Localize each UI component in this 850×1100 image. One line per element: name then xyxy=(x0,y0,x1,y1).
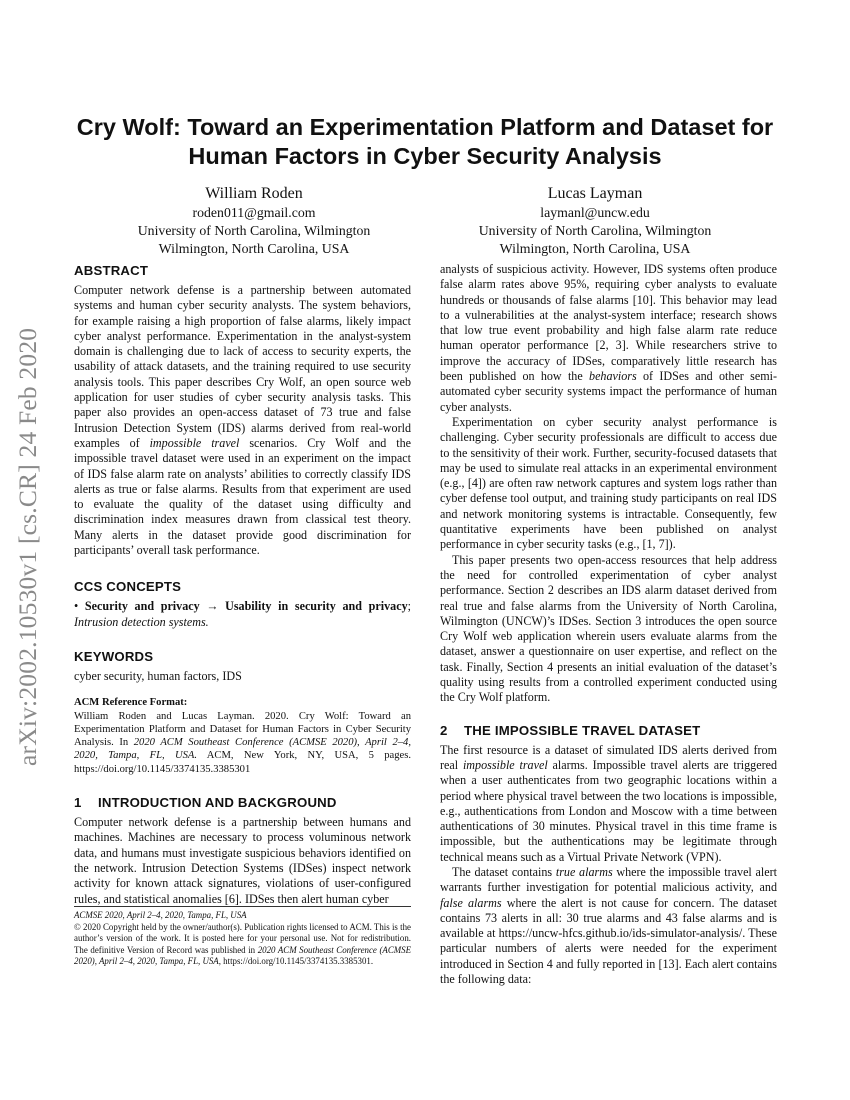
author-name: William Roden xyxy=(205,185,303,202)
section-2-paragraph-2: The dataset contains true alarms where the impossible travel alert warrants further investigation for potential malicious activity, and false alarms where the alert is not cause for concern. The dataset contains 73 alerts in all: 30 true alarms and 43 false alarms and is available at https://uncw-hfcs.github.io/ids-simulator-analysis/. These particular numbers of alerts were needed for the experiment introduced in Section 4 and fully reported in [13]. Each alert contains the following data: xyxy=(440,864,777,987)
footnote xyxy=(74,906,411,968)
section-1-heading: 1 INTRODUCTION AND BACKGROUND xyxy=(74,795,337,811)
right-column xyxy=(440,262,777,987)
author-email: roden011@gmail.com xyxy=(192,205,316,220)
author-location: Wilmington, North Carolina, USA xyxy=(499,240,691,256)
title-line-2: Human Factors in Cyber Security Analysis xyxy=(188,143,662,169)
paper-title xyxy=(70,113,780,171)
title-line-1: Cry Wolf: Toward an Experimentation Platform and Dataset for xyxy=(76,114,774,140)
section-2-heading: 2 THE IMPOSSIBLE TRAVEL DATASET xyxy=(440,722,701,738)
acm-reference-heading: ACM Reference Format: xyxy=(74,697,188,709)
author-block-2 xyxy=(465,183,725,257)
intro-paragraph-3: This paper presents two open-access resources that help address the need for controlled experimentation of cyber analyst performance. Section 2 describes an IDS alarm dataset derived from real true and false alarms from the University of North Carolina, Wilmington (UNCW)’s IDSes. Section 3 introduces the open source Cry Wolf web application wherein users evaluate alarms from the dataset, answer a questionnaire on user expertise, and reflect on the task. Finally, Section 4 presents an initial evaluation of the dataset’s quality using results from a controlled experiment conducted using the Cry Wolf platform. xyxy=(440,552,777,705)
author-affiliation: University of North Carolina, Wilmington xyxy=(478,222,712,238)
footnote-venue: ACMSE 2020, April 2–4, 2020, Tampa, FL, USA xyxy=(74,910,247,920)
intro-paragraph-2: Experimentation on cyber security analyst performance is challenging. Cyber security professionals are difficult to access due to the sensitivity of their work. Further, security-focused datasets that may be used to simulate real attacks in an experimental environment (e.g., [4]) are often raw network captures and system logs rather than cyber defense tool output, and training study participants on real IDS and network monitoring systems is intractable. Consequently, few quantitative experiments have been published on analyst performance in cyber security tasks (e.g., [1, 7]). xyxy=(440,414,777,552)
section-1-paragraph: Computer network defense is a partnership between humans and machines. Machines are necessary to process voluminous network data, and humans must investigate suspicious behaviors identified on the network. Intrusion Detection Systems (IDSes) inspect network activity for known attack signatures, violations of user-configured rules, and statistical anomalies [6]. IDSes then alert human cyber xyxy=(74,815,411,906)
author-email: laymanl@uncw.edu xyxy=(540,205,650,220)
author-name: Lucas Layman xyxy=(547,185,643,202)
keywords-heading: KEYWORDS xyxy=(74,648,154,664)
ccs-text: • Security and privacy → Usability in security and privacy; Intrusion detection systems. xyxy=(74,599,411,629)
footnote-rule xyxy=(74,906,411,907)
author-affiliation: University of North Carolina, Wilmington xyxy=(137,222,371,238)
left-column xyxy=(74,262,411,907)
acm-reference-text: William Roden and Lucas Layman. 2020. Cry Wolf: Toward an Experimentation Platform and Dataset for Human Factors in Cyber Security Analysis. In 2020 ACM Southeast Conference (ACMSE 2020), April 2–4, 2020, Tampa, FL, USA. ACM, New York, NY, USA, 5 pages. https://doi.org/10.1145/3374135.3385301 xyxy=(74,710,412,775)
keywords-text: cyber security, human factors, IDS xyxy=(74,668,242,683)
abstract-text: Computer network defense is a partnership between automated systems and human cyber security analysts. The system behaviors, for example raising a high proportion of false alarms, likely impact cyber analyst performance. Experimentation in the analyst-system domain is challenging due to lack of access to security experts, the usability of attack datasets, and the training required to use security analysis tools. This paper describes Cry Wolf, an open source web application for user studies of cyber security analysis tasks. This paper also provides an open-access dataset of 73 true and false Intrusion Detection System (IDS) alarms derived from real-world examples of impossible travel scenarios. Cry Wolf and the impossible travel dataset were used in an experiment on the impact of IDS false alarm rate on analysts’ abilities to correctly classify IDS alerts as true or false alarms. Results from that experiment are used to evaluate the quality of the dataset using difficulty and discrimination index measures drawn from classical test theory. Many alerts in the dataset provide good discrimination for participants’ overall task performance. xyxy=(74,283,412,558)
arxiv-stamp: arXiv:2002.10530v1 [cs.CR] 24 Feb 2020 xyxy=(13,327,42,766)
abstract-heading: ABSTRACT xyxy=(74,263,149,278)
footnote-copyright: © 2020 Copyright held by the owner/author(s). Publication rights licensed to ACM. This is the author’s version of the work. It is posted here for your personal use. Not for redistribution. The definitive Version of Record was published in 2020 ACM Southeast Conference (ACMSE 2020), April 2–4, 2020, Tampa, FL, USA, https://doi.org/10.1145/3374135.3385301. xyxy=(74,921,411,966)
author-block-1 xyxy=(124,183,384,257)
section-2-paragraph-1: The first resource is a dataset of simulated IDS alerts derived from real impossible travel alarms. Impossible travel alerts are triggered when a user authenticates from two geographic locations within a period where physical travel between the two locations is impossible, e.g., authentications from London and Moscow with a time between authentications of 30 minutes. Physical travel in this time frame is impossible, but the authentications may be legitimate through technical means such as a Virtual Private Network (VPN). xyxy=(440,742,778,864)
ccs-heading: CCS CONCEPTS xyxy=(74,579,182,595)
author-location: Wilmington, North Carolina, USA xyxy=(158,240,350,256)
intro-paragraph-cont: analysts of suspicious activity. However, IDS systems often produce false alarm rates above 95%, requiring cyber analysts to evaluate hundreds or thousands of false alarms [10]. This behavior may lead to a vulnerabilities at the analyst-system interface; research shows that low true event probability and high false alarm rate reduce human operator performance [2, 3]. While researchers strive to improve the accuracy of IDSes, comparatively little research has been published on how the behaviors of IDSes and other semi-automated cyber security systems impact the performance of human cyber analysts. xyxy=(440,262,777,414)
